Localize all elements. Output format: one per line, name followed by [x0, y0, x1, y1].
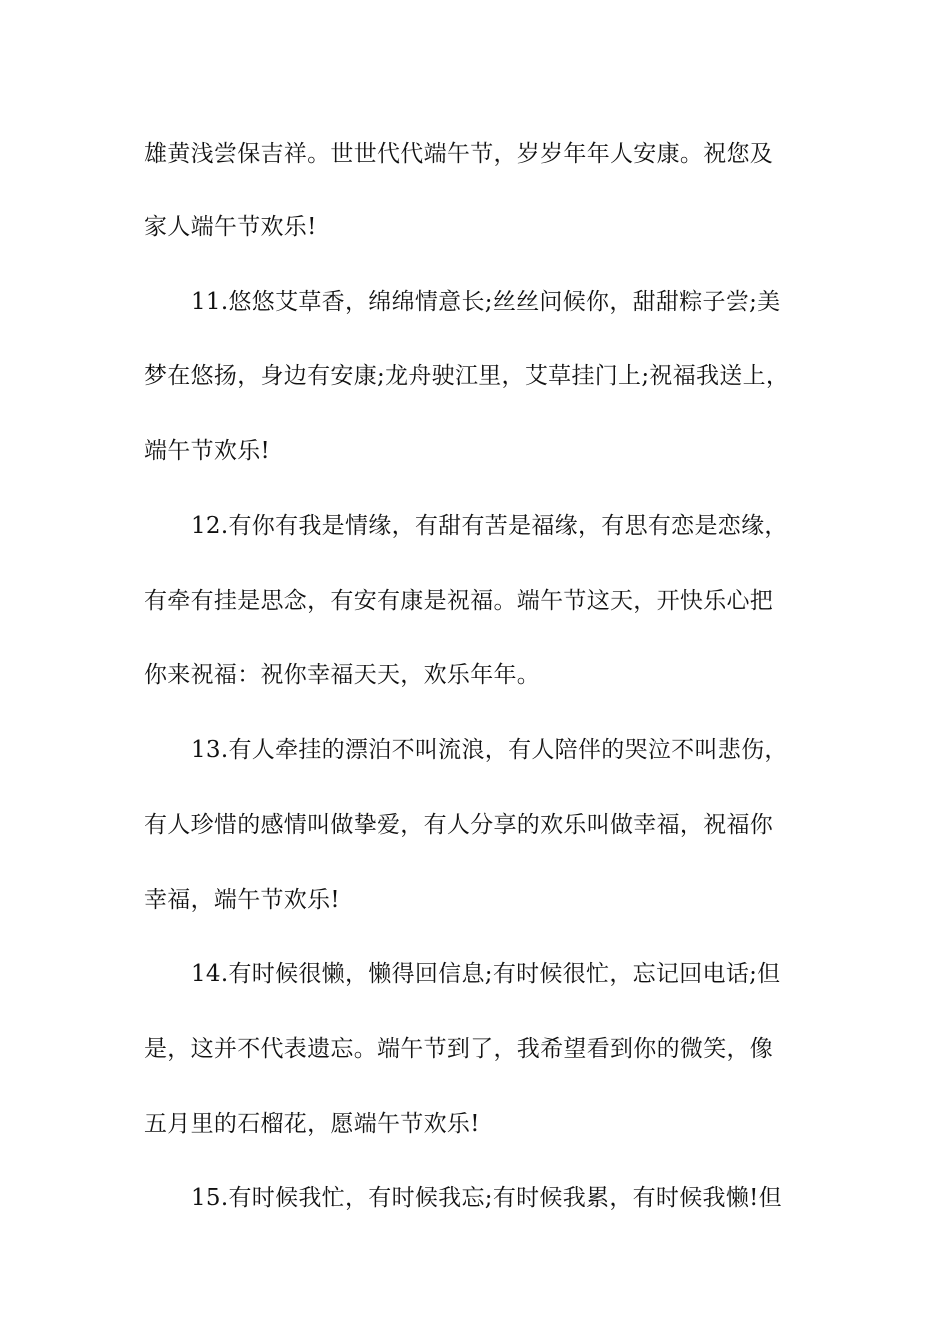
paragraph-13-start: 13.有人牵挂的漂泊不叫流浪，有人陪伴的哭泣不叫悲伤，	[191, 737, 788, 763]
text-line: 梦在悠扬，身边有安康;龙舟驶江里，艾草挂门上;祝福我送上，	[144, 363, 790, 389]
paragraph-12-start: 12.有你有我是情缘，有甜有苦是福缘，有思有恋是恋缘，	[191, 513, 788, 539]
text-line: 有人珍惜的感情叫做挚爱，有人分享的欢乐叫做幸福，祝福你	[144, 812, 774, 838]
text-line: 幸福，端午节欢乐!	[144, 887, 340, 913]
text-line: 你来祝福：祝你幸福天天，欢乐年年。	[144, 662, 541, 688]
text-line: 是，这并不代表遗忘。端午节到了，我希望看到你的微笑，像	[144, 1036, 774, 1062]
text-line: 雄黄浅尝保吉祥。世世代代端午节，岁岁年年人安康。祝您及	[144, 141, 774, 167]
text-line: 有牵有挂是思念，有安有康是祝福。端午节这天，开快乐心把	[144, 588, 774, 614]
paragraph-14-start: 14.有时候很懒，懒得回信息;有时候很忙，忘记回电话;但	[191, 961, 781, 987]
text-line: 端午节欢乐!	[144, 438, 271, 464]
text-line: 家人端午节欢乐!	[144, 214, 317, 240]
paragraph-15-start: 15.有时候我忙，有时候我忘;有时候我累，有时候我懒!但	[191, 1185, 782, 1211]
text-line: 五月里的石榴花，愿端午节欢乐!	[144, 1111, 480, 1137]
paragraph-11-start: 11.悠悠艾草香，绵绵情意长;丝丝问候你，甜甜粽子尝;美	[191, 289, 781, 315]
